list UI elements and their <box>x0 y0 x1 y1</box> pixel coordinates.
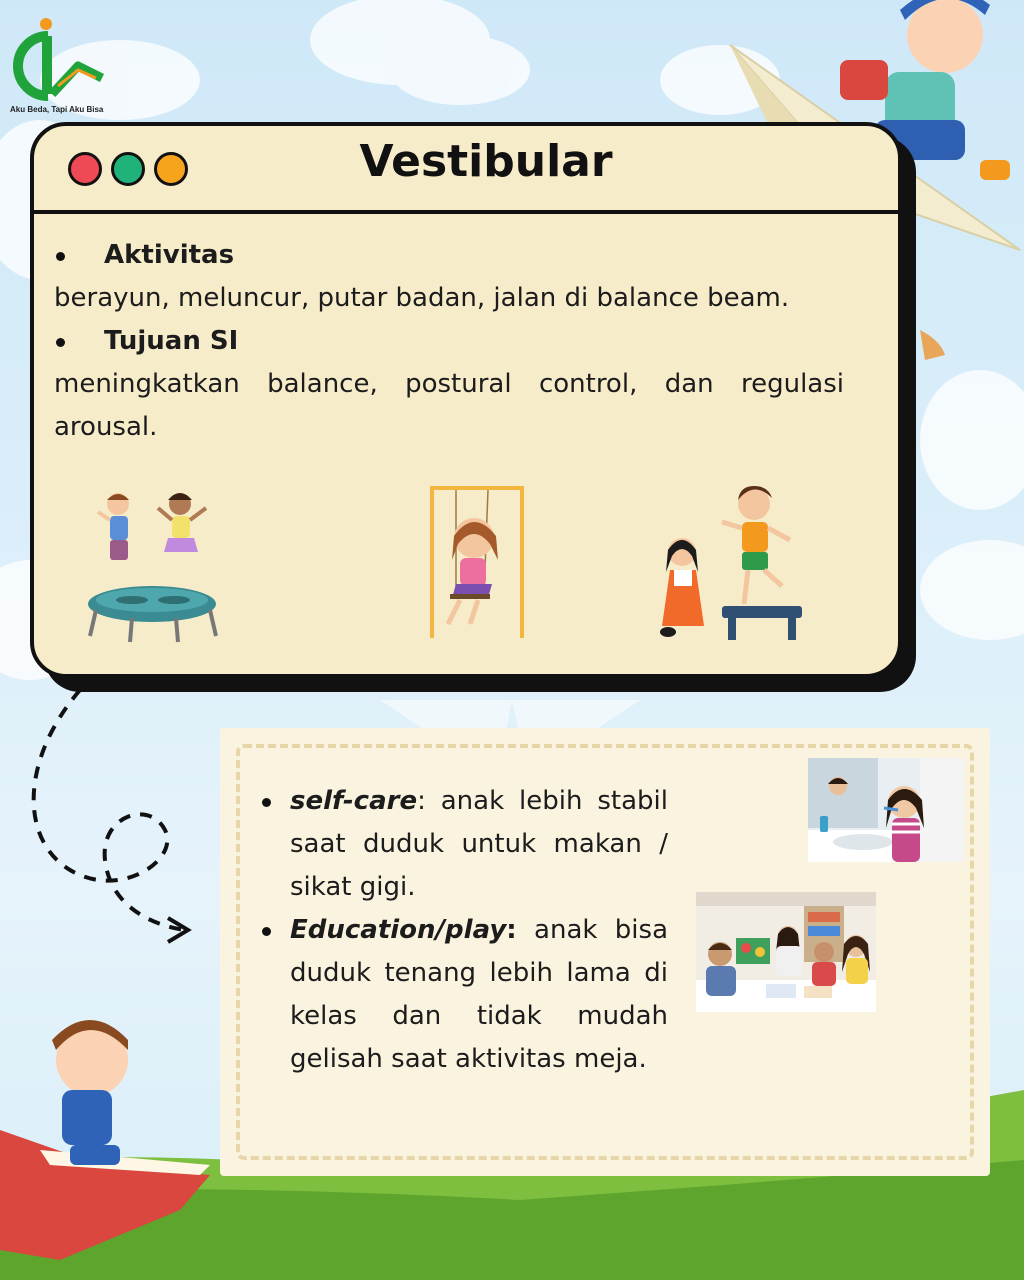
section-heading-tujuan: Tujuan SI <box>54 320 844 363</box>
benefit-sep: : <box>417 786 426 816</box>
section-text-aktivitas: berayun, meluncur, putar badan, jalan di balance beam. <box>54 283 790 313</box>
benefit-item-self-care <box>290 780 668 909</box>
classroom-photo <box>696 892 876 1012</box>
benefit-sep: : <box>506 915 517 945</box>
swing-girl-illustration <box>426 484 528 642</box>
benefit-text-self-care: anak lebih stabil saat duduk untuk makan / sikat gigi. <box>290 786 668 902</box>
benefit-note <box>220 728 990 1176</box>
toothbrushing-photo <box>808 758 964 862</box>
benefit-item-education <box>290 909 668 1081</box>
card-header <box>34 126 898 214</box>
benefit-term-self-care: self-care <box>290 786 418 816</box>
yayasan-logo-icon <box>8 14 112 118</box>
vestibular-card <box>30 122 902 678</box>
benefit-list <box>290 780 668 1081</box>
card-body <box>54 234 844 449</box>
logo-tagline: Aku Beda, Tapi Aku Bisa <box>10 105 104 114</box>
section-heading-aktivitas: Aktivitas <box>54 234 844 277</box>
benefit-text-education: anak bisa duduk tenang lebih lama di kelas dan tidak mudah gelisah saat aktivitas meja. <box>290 915 668 1074</box>
trampoline-kids-illustration <box>82 486 222 646</box>
benefit-term-education: Education/play <box>290 915 507 945</box>
card-title: Vestibular <box>359 136 613 187</box>
section-text-tujuan: meningkatkan balance, postural control, dan regulasi arousal. <box>54 369 844 442</box>
balance-beam-kids-illustration <box>646 486 806 646</box>
